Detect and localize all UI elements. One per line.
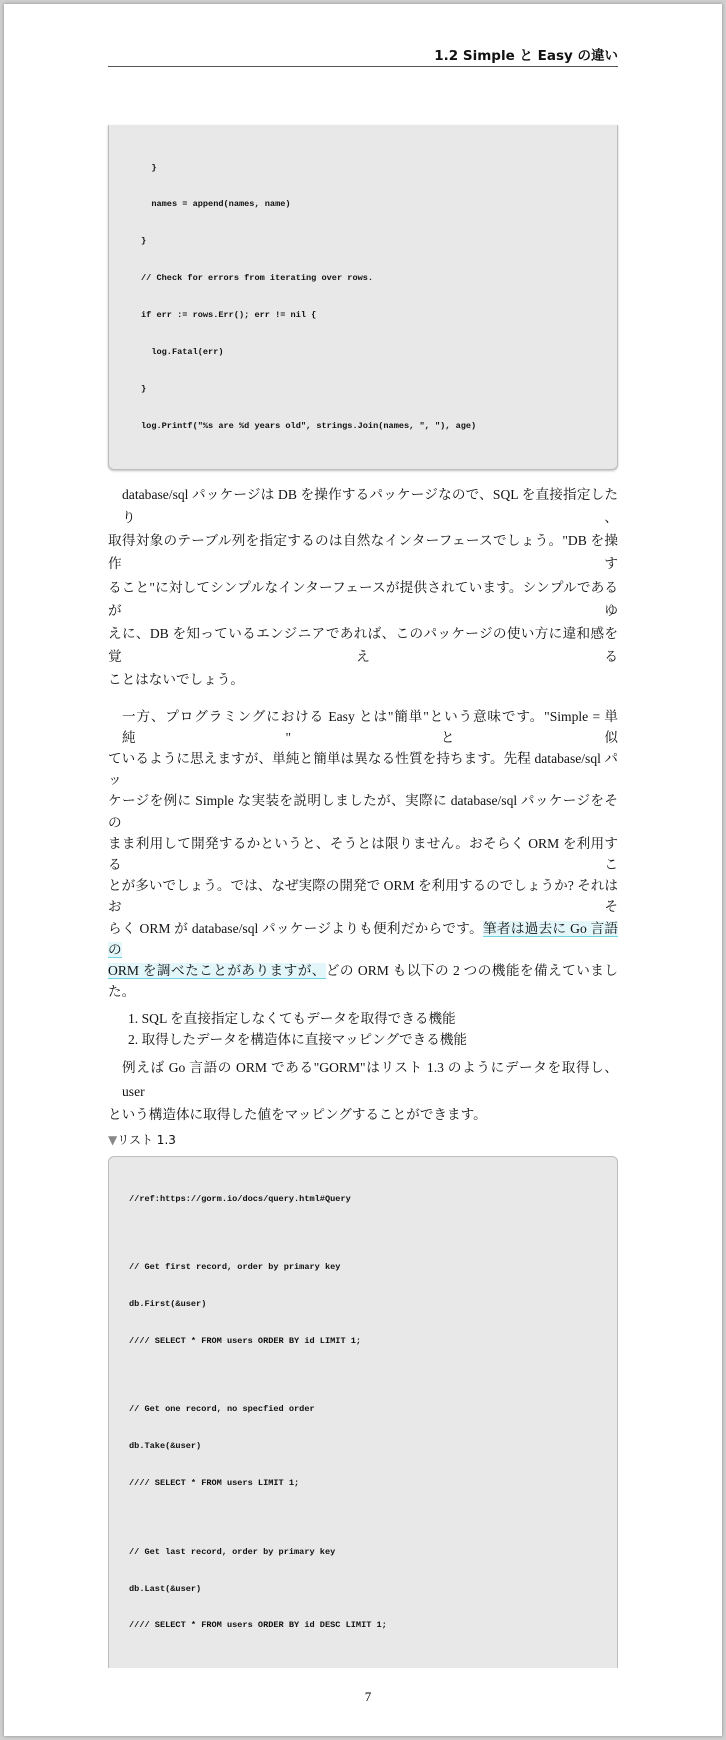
code-line: log.Printf("%s are %d years old", strings.Join(names, ", "), age) xyxy=(141,420,477,431)
caption-label: リスト 1.3 xyxy=(117,1133,176,1147)
highlighted-text[interactable]: ORM を調べたことがありますが、 xyxy=(108,962,326,978)
text-line: 取得対象のテーブル列を指定するのは自然なインターフェースでしょう。"DB を操作す xyxy=(108,533,618,572)
code-line: log.Fatal(err) xyxy=(141,347,224,358)
text-line: という構造体に取得した値をマッピングすることができます。 xyxy=(108,1106,487,1122)
paragraph-3 xyxy=(108,1056,618,1126)
code-line: db.Last(&user) xyxy=(129,1583,202,1594)
code-line: //ref:https://gorm.io/docs/query.html#Query xyxy=(129,1193,351,1204)
paragraph-1 xyxy=(108,483,618,692)
numbered-list xyxy=(108,1008,618,1050)
code-line: db.First(&user) xyxy=(129,1298,207,1309)
code-line: } xyxy=(141,383,147,394)
text-line xyxy=(108,918,618,960)
text-line: 一方、プログラミングにおける Easy とは"簡単"という意味です。"Simple = 単純"と似 xyxy=(122,708,618,745)
code-line: names = append(names, name) xyxy=(141,199,291,210)
code-line: //// SELECT * FROM users ORDER BY id DESC LIMIT 1; xyxy=(129,1620,387,1631)
highlighted-text[interactable]: 筆者は過去に Go 言語の xyxy=(108,920,618,957)
code-line: if err := rows.Err(); err != nil { xyxy=(141,310,317,321)
code-blank-line xyxy=(129,1514,617,1521)
text-line: ること"に対してシンプルなインターフェースが提供されています。シンプルであるがゆ xyxy=(108,579,618,618)
text-line xyxy=(108,960,618,1002)
header-rule xyxy=(108,66,618,67)
text-line: 例えば Go 言語の ORM である"GORM"はリスト 1.3 のようにデータを取得し、user xyxy=(122,1060,618,1099)
paragraph-2 xyxy=(108,706,618,1003)
code-block-continued xyxy=(108,125,618,470)
text-line: ケージを例に Simple な実装を説明しましたが、実際に database/sql パッケージをその xyxy=(108,793,618,830)
text-line: えに、DB を知っているエンジニアであれば、このパッケージの使い方に違和感を覚える xyxy=(108,625,618,665)
list-item: 2. 取得したデータを構造体に直接マッピングできる機能 xyxy=(128,1032,468,1048)
code-blank-line xyxy=(129,1372,617,1379)
code-line: //// SELECT * FROM users LIMIT 1; xyxy=(129,1478,300,1489)
running-header: 1.2 Simple と Easy の違い xyxy=(434,48,618,64)
text-line: ているように思えますが、単純と簡単は異なる性質を持ちます。先程 database/sql パッ xyxy=(108,750,618,788)
page-number: 7 xyxy=(364,1689,372,1705)
text-line: とが多いでしょう。では、なぜ実際の開発で ORM を利用するのでしょうか? それはおそ xyxy=(108,878,618,915)
text-line: ことはないでしょう。 xyxy=(108,672,244,688)
text-span: らく ORM が database/sql パッケージよりも便利だからです。 xyxy=(108,920,483,936)
document-page xyxy=(4,4,722,1736)
listing-caption xyxy=(108,1132,618,1148)
page-column xyxy=(108,48,618,1706)
code-line: //// SELECT * FROM users ORDER BY id LIMIT 1; xyxy=(129,1335,362,1346)
triangle-marker-icon: ▼ xyxy=(108,1133,118,1147)
code-line: // Get one record, no specfied order xyxy=(129,1404,315,1415)
code-block-listing-1-3 xyxy=(108,1156,618,1668)
code-line: // Get first record, order by primary key xyxy=(129,1262,341,1273)
text-span: どの ORM も以下の 2 つの機能を備えていました。 xyxy=(108,962,618,1000)
code-line: } xyxy=(141,236,147,247)
code-line: // Check for errors from iterating over rows. xyxy=(141,273,374,284)
list-item: 1. SQL を直接指定しなくてもデータを取得できる機能 xyxy=(128,1011,456,1027)
text-line: database/sql パッケージは DB を操作するパッケージなので、SQL を直接指定したり、 xyxy=(122,486,618,525)
code-line: } xyxy=(141,162,157,173)
code-blank-line xyxy=(129,1229,617,1236)
text-line: まま利用して開発するかというと、そうとは限りません。おそらく ORM を利用するこ xyxy=(108,835,618,872)
code-line: db.Take(&user) xyxy=(129,1441,202,1452)
code-line: // Get last record, order by primary key xyxy=(129,1546,336,1557)
